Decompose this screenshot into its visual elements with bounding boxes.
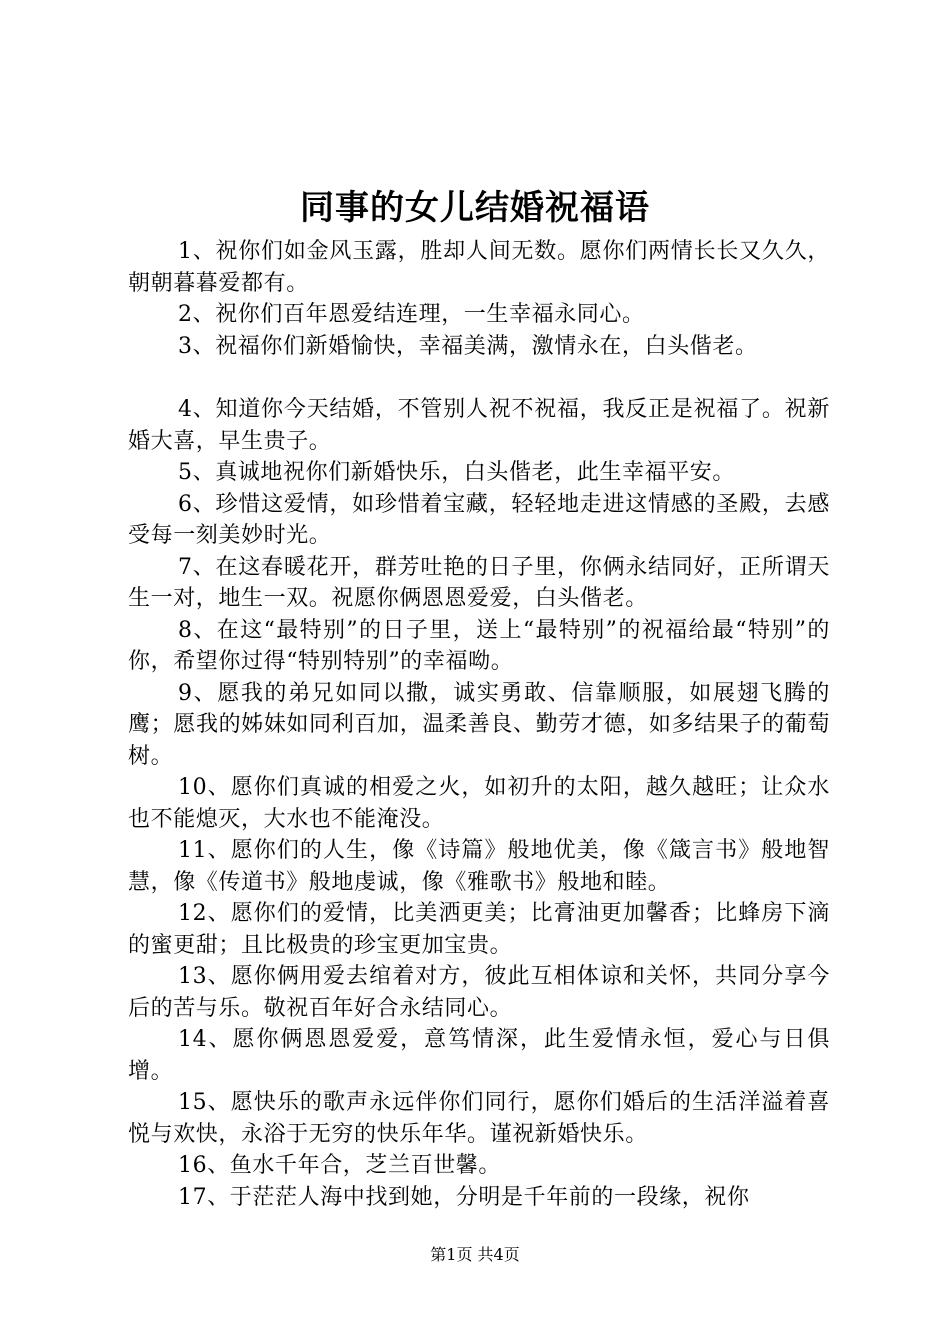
paragraph: 9、愿我的弟兄如同以撒，诚实勇敢、信靠顺服，如展翅飞腾的鹰；愿我的姊妹如同利百加，温柔善良、勤劳才德，如多结果子的葡萄树。 — [128, 680, 830, 769]
paragraph: 2、祝你们百年恩爱结连理，一生幸福永同心。 — [178, 302, 645, 327]
document-title: 同事的女儿结婚祝福语 — [300, 188, 650, 228]
paragraph: 3、祝福你们新婚愉快，幸福美满，激情永在，白头偕老。 — [178, 333, 758, 359]
document-body — [128, 236, 830, 1213]
paragraph: 16、鱼水千年合，芝兰百世馨。 — [178, 1153, 501, 1178]
paragraph: 13、愿你俩用爱去绾着对方，彼此互相体谅和关怀，共同分享今后的苦与乐。敬祝百年好合永结同心。 — [128, 964, 830, 1021]
paragraph: 4、知道你今天结婚，不管别人祝不祝福，我反正是祝福了。祝新婚大喜，早生贵子。 — [128, 397, 830, 454]
paragraph: 14、愿你俩恩恩爱爱，意笃情深，此生爱情永恒，爱心与日俱增。 — [128, 1027, 830, 1084]
paragraph: 11、愿你们的人生，像《诗篇》般地优美，像《箴言书》般地智慧，像《传道书》般地虔诚，像《雅歌书》般地和睦。 — [128, 838, 830, 895]
paragraph: 15、愿快乐的歌声永远伴你们同行，愿你们婚后的生活洋溢着喜悦与欢快，永浴于无穷的快乐年华。谨祝新婚快乐。 — [128, 1090, 830, 1147]
paragraph: 6、珍惜这爱情，如珍惜着宝藏，轻轻地走进这情感的圣殿，去感受每一刻美妙时光。 — [128, 491, 830, 548]
paragraph: 5、真诚地祝你们新婚快乐，白头偕老，此生幸福平安。 — [178, 460, 735, 485]
paragraph: 12、愿你们的爱情，比美洒更美；比膏油更加馨香；比蜂房下滴的蜜更甜；且比极贵的珍宝更加宝贵。 — [128, 901, 830, 958]
paragraph: 8、在这“最特别”的日子里，送上“最特别”的祝福给最“特别”的你，希望你过得“特别特别”的幸福呦。 — [128, 617, 830, 674]
page-footer: 第1页 共4页 — [430, 1245, 520, 1264]
paragraph: 7、在这春暖花开，群芳吐艳的日子里，你俩永结同好，正所谓天生一对，地生一双。祝愿你俩恩恩爱爱，白头偕老。 — [128, 554, 830, 611]
paragraph: 1、祝你们如金风玉露，胜却人间无数。愿你们两情长长又久久，朝朝暮暮爱都有。 — [128, 239, 830, 296]
paragraph: 17、于茫茫人海中找到她，分明是千年前的一段缘，祝你 — [178, 1184, 750, 1210]
paragraph: 10、愿你们真诚的相爱之火，如初升的太阳，越久越旺；让众水也不能熄灭，大水也不能淹没。 — [128, 775, 830, 832]
